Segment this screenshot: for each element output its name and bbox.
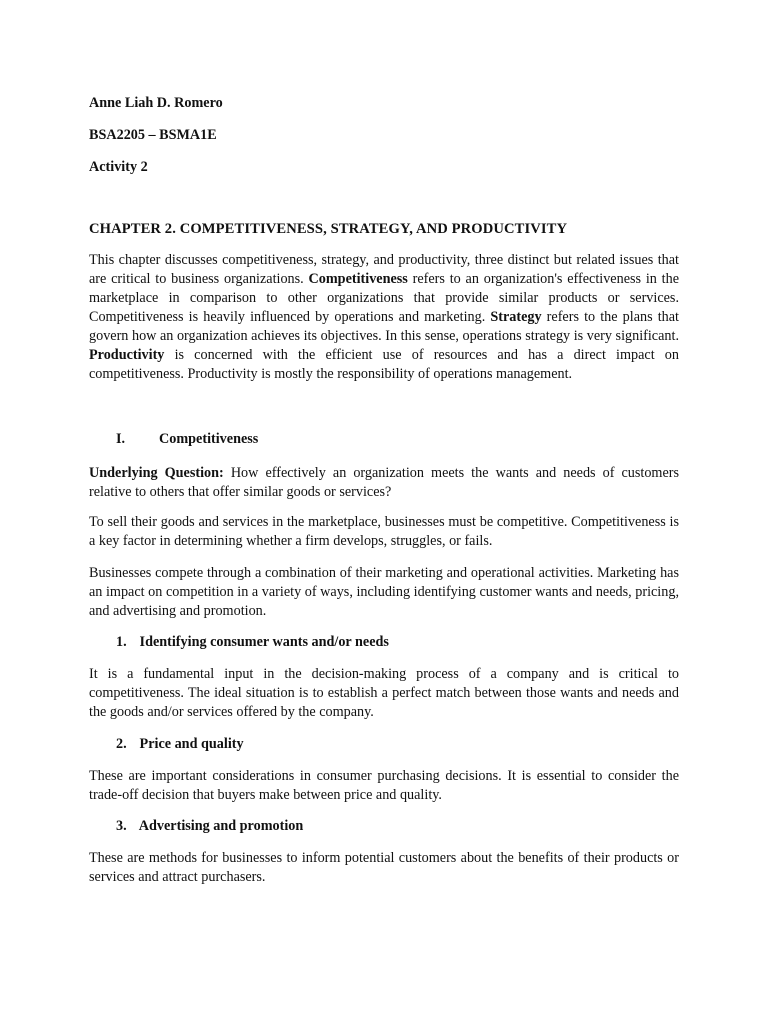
item-number-2: 2. xyxy=(116,736,127,752)
course-code: BSA2205 – BSMA1E xyxy=(89,127,217,143)
item-heading-2 xyxy=(116,735,244,754)
section-title: Competitiveness xyxy=(159,431,259,447)
underlying-question xyxy=(89,464,679,502)
intro-paragraph xyxy=(89,251,679,384)
chapter-title: CHAPTER 2. COMPETITIVENESS, STRATEGY, AND PRODUCTIVITY xyxy=(89,221,568,237)
term-productivity: Productivity xyxy=(89,347,165,363)
underlying-question-label: Underlying Question: xyxy=(89,465,224,481)
item-heading-3 xyxy=(116,817,303,836)
author-name: Anne Liah D. Romero xyxy=(89,95,223,111)
intro-text-1: This chapter discusses competitiveness, strategy, and productivity, three distinct but related issues that are critical to business organizations. xyxy=(89,252,679,287)
term-competitiveness: Competitiveness xyxy=(308,271,408,287)
intro-text-4: is concerned with the efficient use of resources and has a direct impact on competitiveness. Productivity is mostly the responsibility of operations management. xyxy=(89,347,679,382)
item-paragraph-1: It is a fundamental input in the decision-making process of a company and is critical to competitiveness. The ideal situation is to establish a perfect match between those wants and needs and the goods and/or services offered by the company. xyxy=(89,666,679,720)
item-number-3: 3. xyxy=(116,818,127,834)
item-paragraph-2: These are important considerations in consumer purchasing decisions. It is essential to consider the trade-off decision that buyers make between price and quality. xyxy=(89,768,679,803)
item-paragraph-3: These are methods for businesses to inform potential customers about the benefits of their products or services and attract purchasers. xyxy=(89,850,679,885)
term-strategy: Strategy xyxy=(490,309,542,325)
item-heading-text-1: Identifying consumer wants and/or needs xyxy=(139,634,389,650)
item-heading-text-3: Advertising and promotion xyxy=(138,818,304,834)
item-heading-text-2: Price and quality xyxy=(139,736,244,752)
intro-text-3: refers to the plans that govern how an organization achieves its objectives. In this sense, operations strategy is very significant. xyxy=(89,309,679,344)
activity-label: Activity 2 xyxy=(89,159,148,175)
section-paragraph-1: To sell their goods and services in the marketplace, businesses must be competitive. Competitiveness is a key factor in determining whether a firm develops, struggles, or fails. xyxy=(89,514,679,549)
intro-text-2: refers to an organization's effectiveness in the marketplace in comparison to other organizations that provide similar products or services. Competitiveness is heavily influenced by operations and marketing. xyxy=(89,271,679,325)
section-number: I. xyxy=(116,431,126,447)
underlying-question-text: How effectively an organization meets the wants and needs of customers relative to others that offer similar goods or services? xyxy=(89,465,680,500)
item-heading-1 xyxy=(116,633,389,652)
section-paragraph-2: Businesses compete through a combination of their marketing and operational activities. Marketing has an impact on competition in a variety of ways, including identifying customer wants and needs, pricing, and advertising and promotion. xyxy=(89,565,679,619)
item-number-1: 1. xyxy=(116,634,127,650)
